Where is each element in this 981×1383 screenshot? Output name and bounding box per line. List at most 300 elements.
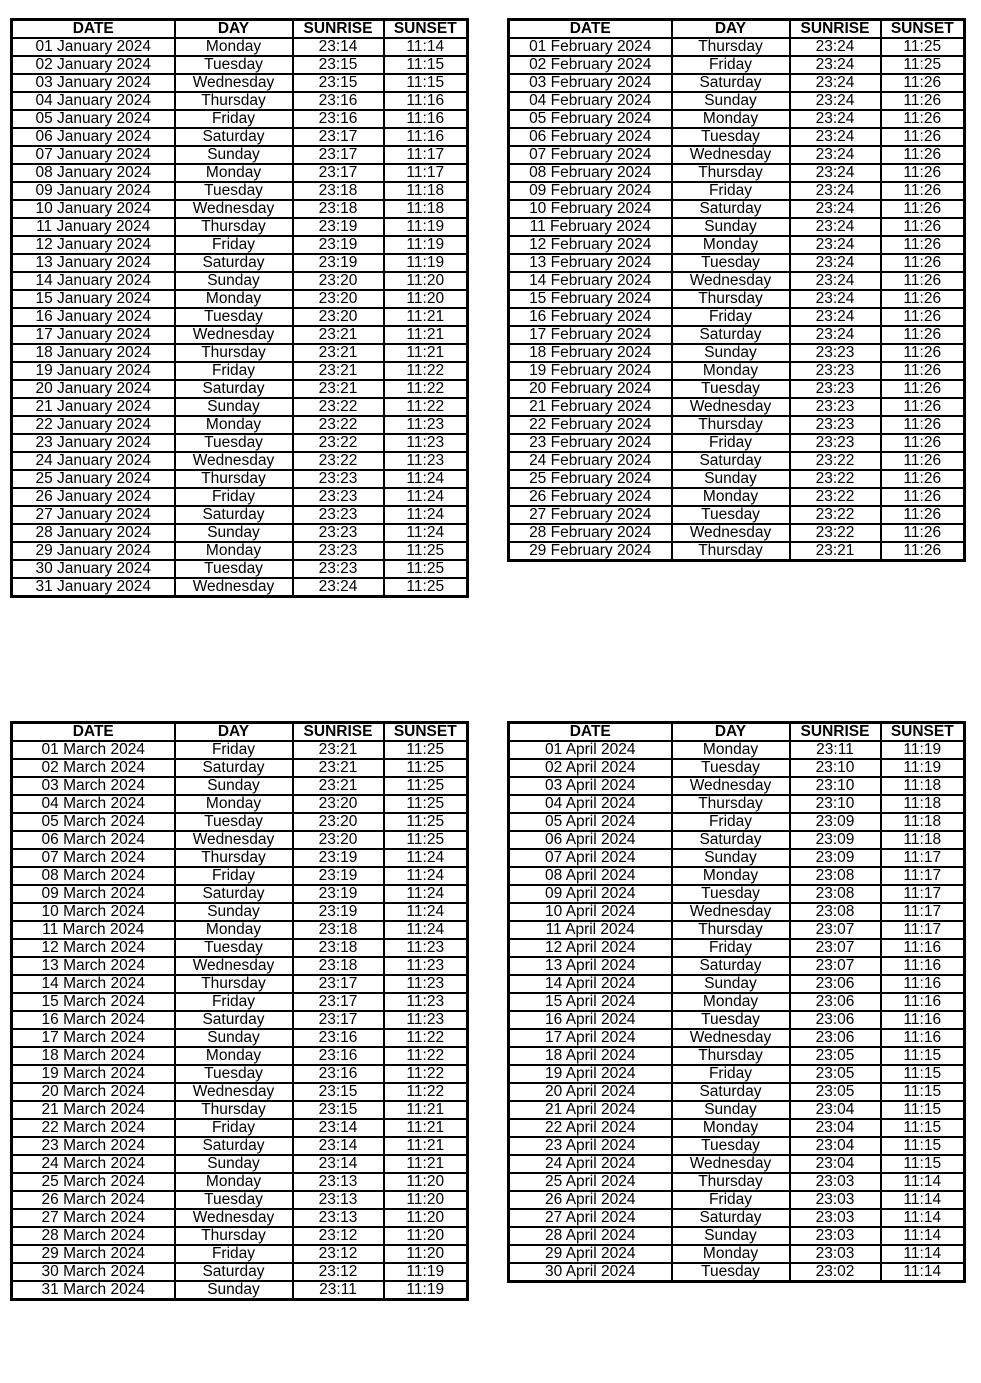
date-cell: 01 March 2024 (12, 741, 175, 759)
date-cell: 16 January 2024 (12, 308, 175, 326)
date-cell: 25 February 2024 (509, 470, 672, 488)
date-cell: 04 March 2024 (12, 795, 175, 813)
day-cell: Wednesday (672, 777, 790, 795)
table-row (509, 542, 965, 561)
sunrise-cell: 23:07 (790, 921, 881, 939)
sunset-cell: 11:26 (881, 164, 965, 182)
sunset-cell: 11:23 (384, 452, 468, 470)
day-cell: Friday (175, 1245, 293, 1263)
day-cell: Saturday (175, 759, 293, 777)
sunset-cell: 11:24 (384, 867, 468, 885)
sunrise-cell: 23:19 (293, 867, 384, 885)
date-cell: 13 February 2024 (509, 254, 672, 272)
date-cell: 28 February 2024 (509, 524, 672, 542)
sunrise-cell: 23:17 (293, 975, 384, 993)
table-row (509, 92, 965, 110)
sunrise-cell: 23:20 (293, 831, 384, 849)
sunset-cell: 11:16 (384, 128, 468, 146)
header-row (509, 723, 965, 742)
table-row (12, 110, 468, 128)
date-cell: 07 January 2024 (12, 146, 175, 164)
sunset-cell: 11:26 (881, 74, 965, 92)
sunset-cell: 11:14 (881, 1173, 965, 1191)
sunset-cell: 11:14 (881, 1245, 965, 1263)
day-cell: Thursday (672, 1047, 790, 1065)
day-cell: Tuesday (672, 1137, 790, 1155)
table-row (509, 146, 965, 164)
day-cell: Friday (672, 1065, 790, 1083)
day-cell: Friday (672, 308, 790, 326)
date-cell: 18 February 2024 (509, 344, 672, 362)
date-cell: 26 April 2024 (509, 1191, 672, 1209)
table-row (509, 218, 965, 236)
date-cell: 21 February 2024 (509, 398, 672, 416)
day-cell: Sunday (175, 777, 293, 795)
sunset-cell: 11:26 (881, 92, 965, 110)
sunset-cell: 11:24 (384, 921, 468, 939)
sunrise-cell: 23:24 (790, 74, 881, 92)
sunrise-cell: 23:20 (293, 813, 384, 831)
header-sunrise: SUNRISE (293, 20, 384, 39)
sunrise-cell: 23:21 (293, 777, 384, 795)
sunset-cell: 11:26 (881, 398, 965, 416)
day-cell: Wednesday (175, 326, 293, 344)
date-cell: 24 January 2024 (12, 452, 175, 470)
sunrise-cell: 23:23 (790, 416, 881, 434)
sunset-cell: 11:20 (384, 290, 468, 308)
header-sunset: SUNSET (881, 20, 965, 39)
sunset-cell: 11:16 (881, 993, 965, 1011)
day-cell: Tuesday (672, 885, 790, 903)
day-cell: Wednesday (672, 1029, 790, 1047)
sunset-cell: 11:26 (881, 488, 965, 506)
date-cell: 08 March 2024 (12, 867, 175, 885)
sunrise-cell: 23:21 (293, 741, 384, 759)
day-cell: Wednesday (672, 524, 790, 542)
header-row (12, 723, 468, 742)
sunrise-cell: 23:18 (293, 182, 384, 200)
date-cell: 10 March 2024 (12, 903, 175, 921)
header-day: DAY (672, 723, 790, 742)
sunset-cell: 11:24 (384, 849, 468, 867)
sunrise-cell: 23:14 (293, 1137, 384, 1155)
sunset-cell: 11:20 (384, 1173, 468, 1191)
sunrise-cell: 23:23 (790, 434, 881, 452)
day-cell: Sunday (175, 524, 293, 542)
sunset-cell: 11:21 (384, 308, 468, 326)
day-cell: Thursday (672, 921, 790, 939)
date-cell: 20 February 2024 (509, 380, 672, 398)
sunset-cell: 11:26 (881, 416, 965, 434)
sunset-cell: 11:14 (881, 1227, 965, 1245)
date-cell: 12 April 2024 (509, 939, 672, 957)
table-row (12, 939, 468, 957)
table-row (12, 344, 468, 362)
day-cell: Monday (175, 416, 293, 434)
sunset-cell: 11:20 (384, 1245, 468, 1263)
sunrise-cell: 23:06 (790, 975, 881, 993)
date-cell: 29 February 2024 (509, 542, 672, 561)
table-row (509, 777, 965, 795)
table-row (12, 1047, 468, 1065)
table-row (509, 1173, 965, 1191)
table-row (509, 506, 965, 524)
sunset-cell: 11:15 (881, 1119, 965, 1137)
day-cell: Wednesday (175, 1209, 293, 1227)
table-row (12, 1227, 468, 1245)
sunrise-cell: 23:20 (293, 290, 384, 308)
sunrise-cell: 23:24 (790, 146, 881, 164)
sunset-cell: 11:17 (384, 146, 468, 164)
date-cell: 05 March 2024 (12, 813, 175, 831)
table-row (509, 1227, 965, 1245)
sunrise-cell: 23:19 (293, 254, 384, 272)
sunset-cell: 11:18 (881, 813, 965, 831)
day-cell: Thursday (175, 1227, 293, 1245)
sunrise-cell: 23:03 (790, 1173, 881, 1191)
sunrise-cell: 23:07 (790, 939, 881, 957)
date-cell: 17 April 2024 (509, 1029, 672, 1047)
date-cell: 25 April 2024 (509, 1173, 672, 1191)
day-cell: Friday (672, 939, 790, 957)
table-row (12, 1119, 468, 1137)
date-cell: 03 February 2024 (509, 74, 672, 92)
date-cell: 11 January 2024 (12, 218, 175, 236)
table-row (12, 398, 468, 416)
table-row (12, 524, 468, 542)
day-cell: Monday (175, 290, 293, 308)
sunset-cell: 11:26 (881, 290, 965, 308)
day-cell: Saturday (175, 380, 293, 398)
sunrise-cell: 23:09 (790, 813, 881, 831)
day-cell: Monday (175, 1173, 293, 1191)
date-cell: 11 March 2024 (12, 921, 175, 939)
sunset-cell: 11:21 (384, 1137, 468, 1155)
date-cell: 20 January 2024 (12, 380, 175, 398)
sunset-cell: 11:15 (881, 1047, 965, 1065)
day-cell: Monday (175, 542, 293, 560)
sunrise-cell: 23:23 (293, 524, 384, 542)
date-cell: 05 February 2024 (509, 110, 672, 128)
day-cell: Tuesday (175, 1191, 293, 1209)
sunset-cell: 11:15 (881, 1137, 965, 1155)
sunrise-cell: 23:23 (293, 488, 384, 506)
sunset-cell: 11:16 (881, 1011, 965, 1029)
date-cell: 04 April 2024 (509, 795, 672, 813)
day-cell: Friday (175, 110, 293, 128)
table-row (12, 146, 468, 164)
sunrise-cell: 23:21 (293, 759, 384, 777)
sunrise-cell: 23:20 (293, 308, 384, 326)
day-cell: Saturday (175, 128, 293, 146)
day-cell: Wednesday (175, 452, 293, 470)
sunrise-cell: 23:23 (293, 470, 384, 488)
sunrise-cell: 23:24 (790, 272, 881, 290)
sunset-cell: 11:25 (384, 813, 468, 831)
sunset-cell: 11:16 (881, 975, 965, 993)
date-cell: 06 April 2024 (509, 831, 672, 849)
sunset-cell: 11:19 (881, 759, 965, 777)
sunrise-cell: 23:07 (790, 957, 881, 975)
date-cell: 14 April 2024 (509, 975, 672, 993)
sunset-cell: 11:22 (384, 380, 468, 398)
date-cell: 19 February 2024 (509, 362, 672, 380)
sunrise-cell: 23:10 (790, 759, 881, 777)
date-cell: 02 January 2024 (12, 56, 175, 74)
sunset-cell: 11:26 (881, 218, 965, 236)
date-cell: 15 January 2024 (12, 290, 175, 308)
day-cell: Wednesday (175, 957, 293, 975)
table-row (12, 795, 468, 813)
sunrise-cell: 23:15 (293, 56, 384, 74)
table-row (509, 849, 965, 867)
sunrise-cell: 23:24 (790, 254, 881, 272)
date-cell: 22 February 2024 (509, 416, 672, 434)
table-row (12, 1263, 468, 1281)
sunrise-cell: 23:18 (293, 921, 384, 939)
sunrise-cell: 23:15 (293, 74, 384, 92)
date-cell: 12 January 2024 (12, 236, 175, 254)
sunset-cell: 11:24 (384, 524, 468, 542)
sunrise-cell: 23:21 (293, 380, 384, 398)
day-cell: Wednesday (672, 272, 790, 290)
day-cell: Tuesday (175, 1065, 293, 1083)
date-cell: 01 January 2024 (12, 38, 175, 56)
date-cell: 14 January 2024 (12, 272, 175, 290)
date-cell: 02 April 2024 (509, 759, 672, 777)
sunset-cell: 11:24 (384, 506, 468, 524)
sunset-cell: 11:26 (881, 236, 965, 254)
table-row (12, 975, 468, 993)
day-cell: Thursday (175, 849, 293, 867)
table-row (509, 885, 965, 903)
date-cell: 27 February 2024 (509, 506, 672, 524)
day-cell: Saturday (175, 1263, 293, 1281)
table-row (509, 326, 965, 344)
day-cell: Friday (175, 741, 293, 759)
sunrise-cell: 23:23 (790, 344, 881, 362)
table-row (509, 1119, 965, 1137)
table-row (12, 218, 468, 236)
table-row (12, 92, 468, 110)
table-row (509, 344, 965, 362)
table-row (509, 110, 965, 128)
sunrise-cell: 23:14 (293, 38, 384, 56)
day-cell: Wednesday (672, 903, 790, 921)
header-date: DATE (12, 723, 175, 742)
date-cell: 03 January 2024 (12, 74, 175, 92)
sunrise-cell: 23:05 (790, 1047, 881, 1065)
table-row (12, 470, 468, 488)
day-cell: Monday (672, 362, 790, 380)
table-row (509, 741, 965, 759)
table-row (509, 38, 965, 56)
date-cell: 27 January 2024 (12, 506, 175, 524)
date-cell: 08 January 2024 (12, 164, 175, 182)
table-row (12, 1191, 468, 1209)
table-row (12, 1173, 468, 1191)
day-cell: Saturday (175, 1137, 293, 1155)
sunset-cell: 11:26 (881, 452, 965, 470)
date-cell: 10 April 2024 (509, 903, 672, 921)
date-cell: 18 March 2024 (12, 1047, 175, 1065)
sunset-cell: 11:23 (384, 1011, 468, 1029)
sunrise-cell: 23:24 (790, 290, 881, 308)
day-cell: Monday (175, 164, 293, 182)
sunset-cell: 11:26 (881, 380, 965, 398)
table-row (509, 200, 965, 218)
date-cell: 14 February 2024 (509, 272, 672, 290)
sunset-cell: 11:25 (384, 741, 468, 759)
table-row (12, 362, 468, 380)
date-cell: 05 April 2024 (509, 813, 672, 831)
date-cell: 26 February 2024 (509, 488, 672, 506)
day-cell: Thursday (175, 344, 293, 362)
table-row (12, 885, 468, 903)
table-row (12, 182, 468, 200)
day-cell: Sunday (672, 344, 790, 362)
sunrise-cell: 23:21 (293, 326, 384, 344)
table-row (509, 1083, 965, 1101)
date-cell: 30 January 2024 (12, 560, 175, 578)
date-cell: 11 April 2024 (509, 921, 672, 939)
sunset-cell: 11:19 (384, 1263, 468, 1281)
sunset-cell: 11:21 (384, 344, 468, 362)
sunrise-cell: 23:09 (790, 831, 881, 849)
sunrise-cell: 23:18 (293, 939, 384, 957)
day-cell: Tuesday (175, 813, 293, 831)
sunset-cell: 11:18 (881, 831, 965, 849)
table-row (509, 1065, 965, 1083)
sunrise-cell: 23:22 (790, 470, 881, 488)
date-cell: 24 February 2024 (509, 452, 672, 470)
date-cell: 13 January 2024 (12, 254, 175, 272)
sunrise-cell: 23:23 (293, 560, 384, 578)
day-cell: Monday (175, 921, 293, 939)
day-cell: Monday (175, 795, 293, 813)
day-cell: Saturday (672, 1083, 790, 1101)
day-cell: Thursday (672, 795, 790, 813)
table-row (12, 488, 468, 506)
sunrise-cell: 23:21 (790, 542, 881, 561)
header-date: DATE (509, 723, 672, 742)
day-cell: Thursday (672, 290, 790, 308)
sunset-cell: 11:16 (881, 1029, 965, 1047)
day-cell: Sunday (672, 849, 790, 867)
date-cell: 20 April 2024 (509, 1083, 672, 1101)
date-cell: 09 March 2024 (12, 885, 175, 903)
table-row (509, 74, 965, 92)
day-cell: Friday (672, 56, 790, 74)
table-row (509, 434, 965, 452)
sunrise-cell: 23:14 (293, 1155, 384, 1173)
date-cell: 21 April 2024 (509, 1101, 672, 1119)
date-cell: 16 April 2024 (509, 1011, 672, 1029)
header-date: DATE (509, 20, 672, 39)
date-cell: 13 March 2024 (12, 957, 175, 975)
sunset-cell: 11:26 (881, 200, 965, 218)
table-row (509, 380, 965, 398)
sunset-cell: 11:16 (384, 110, 468, 128)
table-row (509, 1101, 965, 1119)
table-row (509, 1047, 965, 1065)
table-row (12, 164, 468, 182)
sunrise-cell: 23:03 (790, 1191, 881, 1209)
date-cell: 14 March 2024 (12, 975, 175, 993)
sunrise-cell: 23:04 (790, 1119, 881, 1137)
day-cell: Sunday (672, 1101, 790, 1119)
header-sunset: SUNSET (384, 723, 468, 742)
date-cell: 30 March 2024 (12, 1263, 175, 1281)
date-cell: 26 March 2024 (12, 1191, 175, 1209)
sunrise-cell: 23:19 (293, 849, 384, 867)
table-row (12, 777, 468, 795)
date-cell: 26 January 2024 (12, 488, 175, 506)
date-cell: 22 January 2024 (12, 416, 175, 434)
sunset-cell: 11:21 (384, 1119, 468, 1137)
sunrise-cell: 23:03 (790, 1227, 881, 1245)
sunset-cell: 11:22 (384, 362, 468, 380)
sunrise-cell: 23:24 (790, 236, 881, 254)
date-cell: 02 March 2024 (12, 759, 175, 777)
sunrise-cell: 23:15 (293, 1083, 384, 1101)
day-cell: Sunday (175, 272, 293, 290)
sunrise-cell: 23:20 (293, 795, 384, 813)
sunset-cell: 11:18 (384, 182, 468, 200)
date-cell: 22 March 2024 (12, 1119, 175, 1137)
date-cell: 25 March 2024 (12, 1173, 175, 1191)
day-cell: Friday (672, 182, 790, 200)
table-row (12, 903, 468, 921)
sunrise-cell: 23:11 (790, 741, 881, 759)
table-row (12, 56, 468, 74)
date-cell: 19 April 2024 (509, 1065, 672, 1083)
day-cell: Wednesday (175, 578, 293, 597)
sunset-cell: 11:18 (881, 795, 965, 813)
day-cell: Thursday (175, 218, 293, 236)
date-cell: 09 January 2024 (12, 182, 175, 200)
date-cell: 18 January 2024 (12, 344, 175, 362)
sunset-cell: 11:17 (881, 849, 965, 867)
day-cell: Saturday (175, 885, 293, 903)
day-cell: Friday (175, 488, 293, 506)
date-cell: 09 February 2024 (509, 182, 672, 200)
sunset-cell: 11:26 (881, 326, 965, 344)
day-cell: Monday (672, 741, 790, 759)
sunset-cell: 11:20 (384, 272, 468, 290)
table-row (12, 254, 468, 272)
sunrise-cell: 23:18 (293, 957, 384, 975)
day-cell: Thursday (672, 1173, 790, 1191)
date-cell: 19 March 2024 (12, 1065, 175, 1083)
table-row (12, 1101, 468, 1119)
date-cell: 17 March 2024 (12, 1029, 175, 1047)
sunrise-cell: 23:19 (293, 236, 384, 254)
date-cell: 30 April 2024 (509, 1263, 672, 1282)
table-row (509, 1137, 965, 1155)
sunrise-cell: 23:16 (293, 92, 384, 110)
sunrise-cell: 23:17 (293, 164, 384, 182)
date-cell: 08 February 2024 (509, 164, 672, 182)
day-cell: Wednesday (672, 1155, 790, 1173)
sunset-cell: 11:25 (384, 578, 468, 597)
day-cell: Wednesday (672, 146, 790, 164)
date-cell: 03 April 2024 (509, 777, 672, 795)
sunrise-cell: 23:11 (293, 1281, 384, 1300)
date-cell: 28 January 2024 (12, 524, 175, 542)
day-cell: Tuesday (175, 308, 293, 326)
date-cell: 10 February 2024 (509, 200, 672, 218)
